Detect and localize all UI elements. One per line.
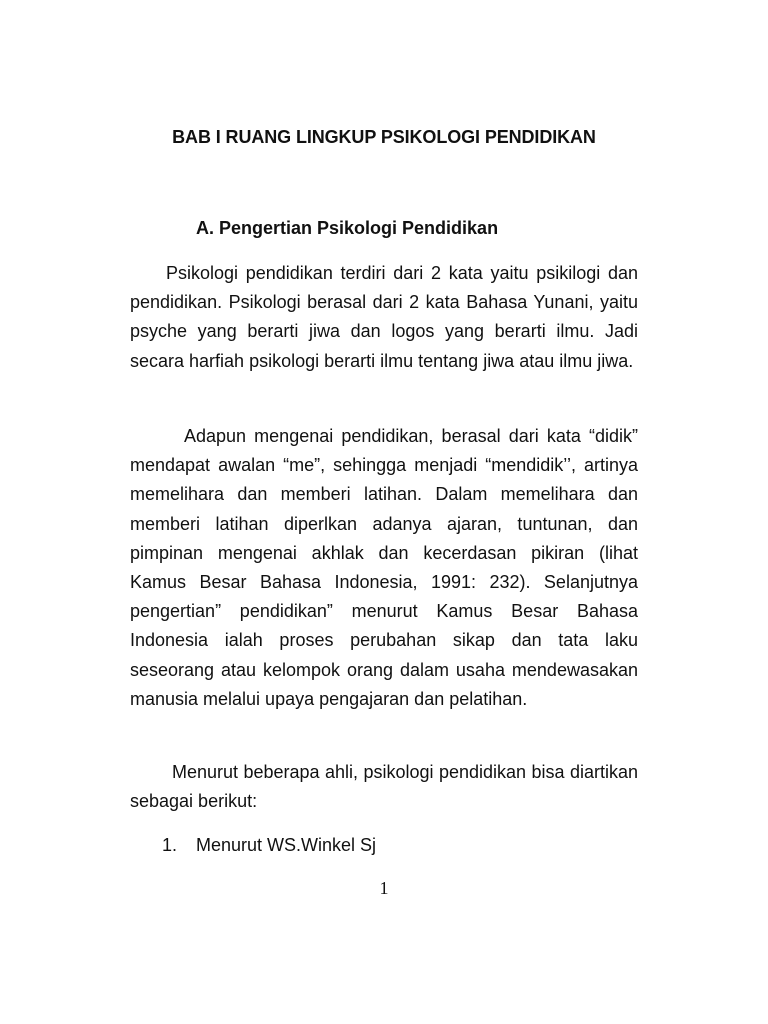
page-number: 1: [379, 878, 389, 898]
list-item: [162, 832, 376, 858]
list-item-number: 1.: [162, 835, 178, 855]
paragraph-pendidikan-definition: Adapun mengenai pendidikan, berasal dari kata “didik” mendapat awalan “me”, sehingga menjadi “mendidik’’, artinya memelihara dan memberi latihan. Dalam memelihara dan memberi latihan diperlkan adanya ajaran, tuntunan, dan pimpinan mengenai akhlak dan kecerdasan pikiran (lihat Kamus Besar Bahasa Indonesia, 1991: 232). Selanjutnya pengertian” pendidikan” menurut Kamus Besar Bahasa Indonesia ialah proses perubahan sikap dan tata laku seseorang atau kelompok orang dalam usaha mendewasakan manusia melalui upaya pengajaran dan pelatihan.: [130, 426, 638, 709]
paragraph-psikologi-definition: Psikologi pendidikan terdiri dari 2 kata yaitu psikilogi dan pendidikan. Psikologi berasal dari 2 kata Bahasa Yunani, yaitu psyche yang berarti jiwa dan logos yang berarti ilmu. Jadi secara harfiah psikologi berarti ilmu tentang jiwa atau ilmu jiwa.: [130, 263, 638, 371]
paragraph-expert-intro: Menurut beberapa ahli, psikologi pendidikan bisa diartikan sebagai berikut:: [130, 762, 638, 812]
section-heading: A. Pengertian Psikologi Pendidikan: [196, 218, 499, 238]
chapter-title: BAB I RUANG LINGKUP PSIKOLOGI PENDIDIKAN: [172, 127, 596, 147]
list-item-text: Menurut WS.Winkel Sj: [196, 835, 377, 855]
